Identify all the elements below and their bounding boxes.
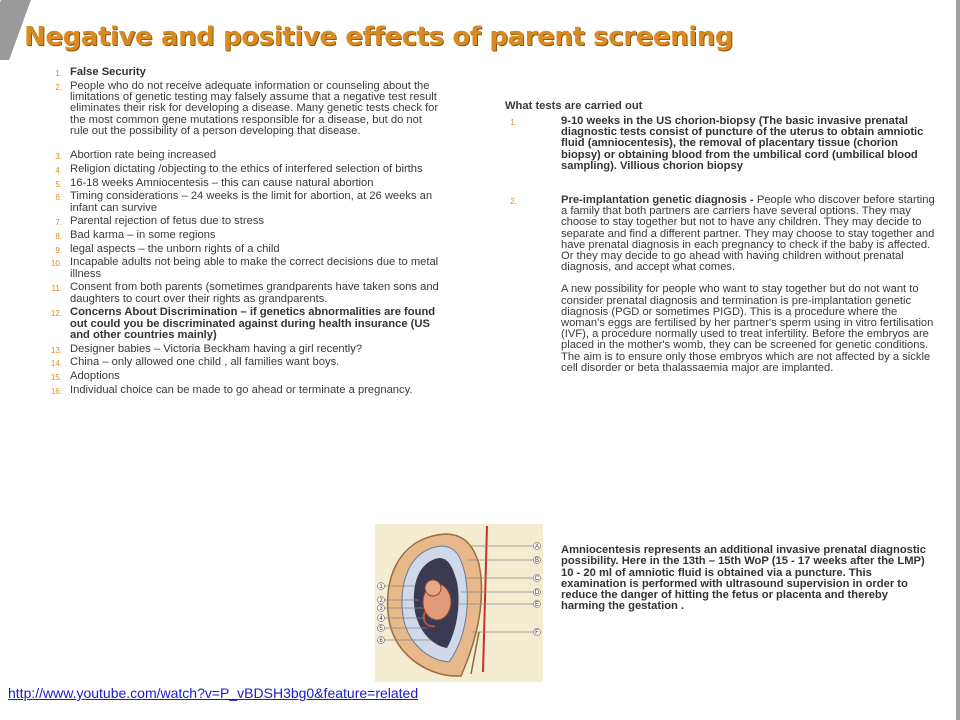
list-item <box>50 306 440 341</box>
tests-list <box>505 116 935 374</box>
list-number: 9. <box>55 245 62 255</box>
list-number: 1. <box>55 69 62 78</box>
list-number: 16. <box>50 386 62 396</box>
list-item <box>50 356 440 369</box>
list-number: 12. <box>50 309 62 319</box>
right-edge-bar <box>956 0 960 720</box>
list-number: 11. <box>51 284 62 294</box>
list-item <box>50 369 440 382</box>
diagram-label: D <box>534 590 540 596</box>
diagram-label: 1 <box>379 584 383 590</box>
list-item-text: China – only allowed one child , all families want boys. <box>70 356 340 369</box>
list-number: 4. <box>55 165 62 175</box>
list-item <box>55 149 440 162</box>
diagram-label: 6 <box>379 638 383 644</box>
list-item-text: Individual choice can be made to go ahead or terminate a pregnancy. <box>70 383 413 396</box>
list-item-text: Abortion rate being increased <box>70 149 217 162</box>
chorion-biopsy-text: 9-10 weeks in the US chorion-biopsy (The basic invasive prenatal diagnostic tests consist of puncture of the uterus to obtain amniotic fluid (amniocentesis), the removal of placentary tissue (chorion biopsy) or obtaining blood from the umbilical cord (umbilical blood sampling). Villious chorion biopsy <box>561 115 924 172</box>
list-item-text: Consent from both parents (sometimes grandparents have taken sons and daughters to court over their rights as grandparents. <box>70 281 439 305</box>
list-item <box>55 79 440 137</box>
list-item-text: False Security <box>70 66 146 78</box>
list-item-text: Concerns About Discrimination – if genetics abnormalities are found out could you be discriminated against during health insurance (US and other countries mainly) <box>70 306 436 341</box>
diagram-label: 3 <box>379 606 383 612</box>
list-item <box>50 383 440 396</box>
list-number: 13. <box>50 345 62 355</box>
list-item <box>50 256 440 280</box>
list-item <box>55 190 440 214</box>
list-item <box>55 215 440 228</box>
list-item-text: Adoptions <box>70 369 120 382</box>
list-number: 10. <box>50 259 62 269</box>
tests-section <box>505 100 935 374</box>
list-item <box>55 242 440 255</box>
diagram-label: E <box>534 602 540 608</box>
list-number: 8. <box>55 231 62 241</box>
list-item-text: legal aspects – the unborn rights of a child <box>70 242 280 255</box>
diagram-label: C <box>534 576 540 582</box>
list-item-text: People who do not receive adequate information or counseling about the limitations of genetic testing may falsely assume that a negative test result eliminates their risk for developing a disease. Many genetic tests check for the most common gene mutations responsible for a disease, but do not rule out the possibility of a person developing that disease. <box>70 79 439 137</box>
list-item-text: 16-18 weeks Amniocentesis – this can cause natural abortion <box>70 176 374 189</box>
list-item-text: Parental rejection of fetus due to stress <box>70 215 265 228</box>
list-item <box>55 66 440 78</box>
diagram-label: 2 <box>379 598 383 604</box>
list-number: 14. <box>50 359 62 369</box>
pgd-lead: Pre-implantation genetic diagnosis - <box>561 194 757 207</box>
list-item-text: Designer babies – Victoria Beckham having a girl recently? <box>70 342 363 355</box>
pgd-paragraph <box>561 195 935 273</box>
amniocentesis-text: Amniocentesis represents an additional invasive prenatal diagnostic possibility. Here in the 13th – 15th WoP (15 - 17 weeks after the LMP) 10 - 20 ml of amniotic fluid is obtained via a puncture. This examination is performed with ultrasound supervision in order to reduce the danger of hitting the fetus or placenta and thereby harming the gestation . <box>561 544 926 613</box>
list-item-text: Bad karma – in some regions <box>70 228 216 241</box>
pgd-text: People who discover before starting a family that both partners are carriers have several options. They may choose to stay together but not to have any children. They may decide to separate and find a different partner. They may choose to stay together and have prenatal diagnosis in each pregnancy to check if the baby is affected. Or they may decide to go ahead with having children without prenatal diagnosis, and accept what comes. <box>561 194 935 274</box>
list-item-text: Religion dictating /objecting to the ethics of interfered selection of births <box>70 162 423 175</box>
list-item <box>55 176 440 189</box>
list-number: 2. <box>55 82 62 92</box>
list-number: 5. <box>55 179 62 189</box>
pgd-paragraph-2: A new possibility for people who want to stay together but do not want to consider prenatal diagnosis and termination is pre-implantation genetic diagnosis (PGD or sometimes PIGD). This is a procedure where the woman's eggs are fertilised by her partner's sperm using in vitro fertilisation (IVF), a procedure normally used to treat infertility. Before the embryos are placed in the mother's womb, they can be screened for genetic conditions. The aim is to ensure only those embryos which are not affected by a sickle cell disorder or beta thalassaemia major are implanted. <box>561 283 934 374</box>
tests-heading: What tests are carried out <box>505 100 643 112</box>
diagram-label: B <box>534 558 540 564</box>
list-number: 1. <box>510 118 517 127</box>
effects-list <box>50 66 440 398</box>
list-item-text: Incapable adults not being able to make the correct decisions due to metal illness <box>70 256 439 280</box>
list-item <box>50 342 440 355</box>
diagram-label: A <box>534 544 540 550</box>
youtube-link[interactable]: http://www.youtube.com/watch?v=P_vBDSH3bg0&feature=related <box>8 685 419 701</box>
list-item-text: Timing considerations – 24 weeks is the limit for abortion, at 26 weeks an infant can survive <box>70 190 433 214</box>
list-number: 7. <box>55 218 62 228</box>
slide-title: Negative and positive effects of parent screening <box>24 22 734 52</box>
diagram-label: 5 <box>379 626 383 632</box>
list-number: 2. <box>510 197 517 207</box>
list-item <box>505 116 935 172</box>
list-number: 15. <box>50 372 62 382</box>
diagram-label: F <box>535 630 539 636</box>
list-item <box>55 228 440 241</box>
pregnancy-diagram-image <box>375 524 543 682</box>
diagram-label: 4 <box>379 616 383 622</box>
list-item <box>51 281 440 305</box>
list-item <box>505 195 935 374</box>
list-number: 3. <box>55 152 62 162</box>
list-number: 6. <box>55 193 62 203</box>
list-item <box>55 162 440 175</box>
